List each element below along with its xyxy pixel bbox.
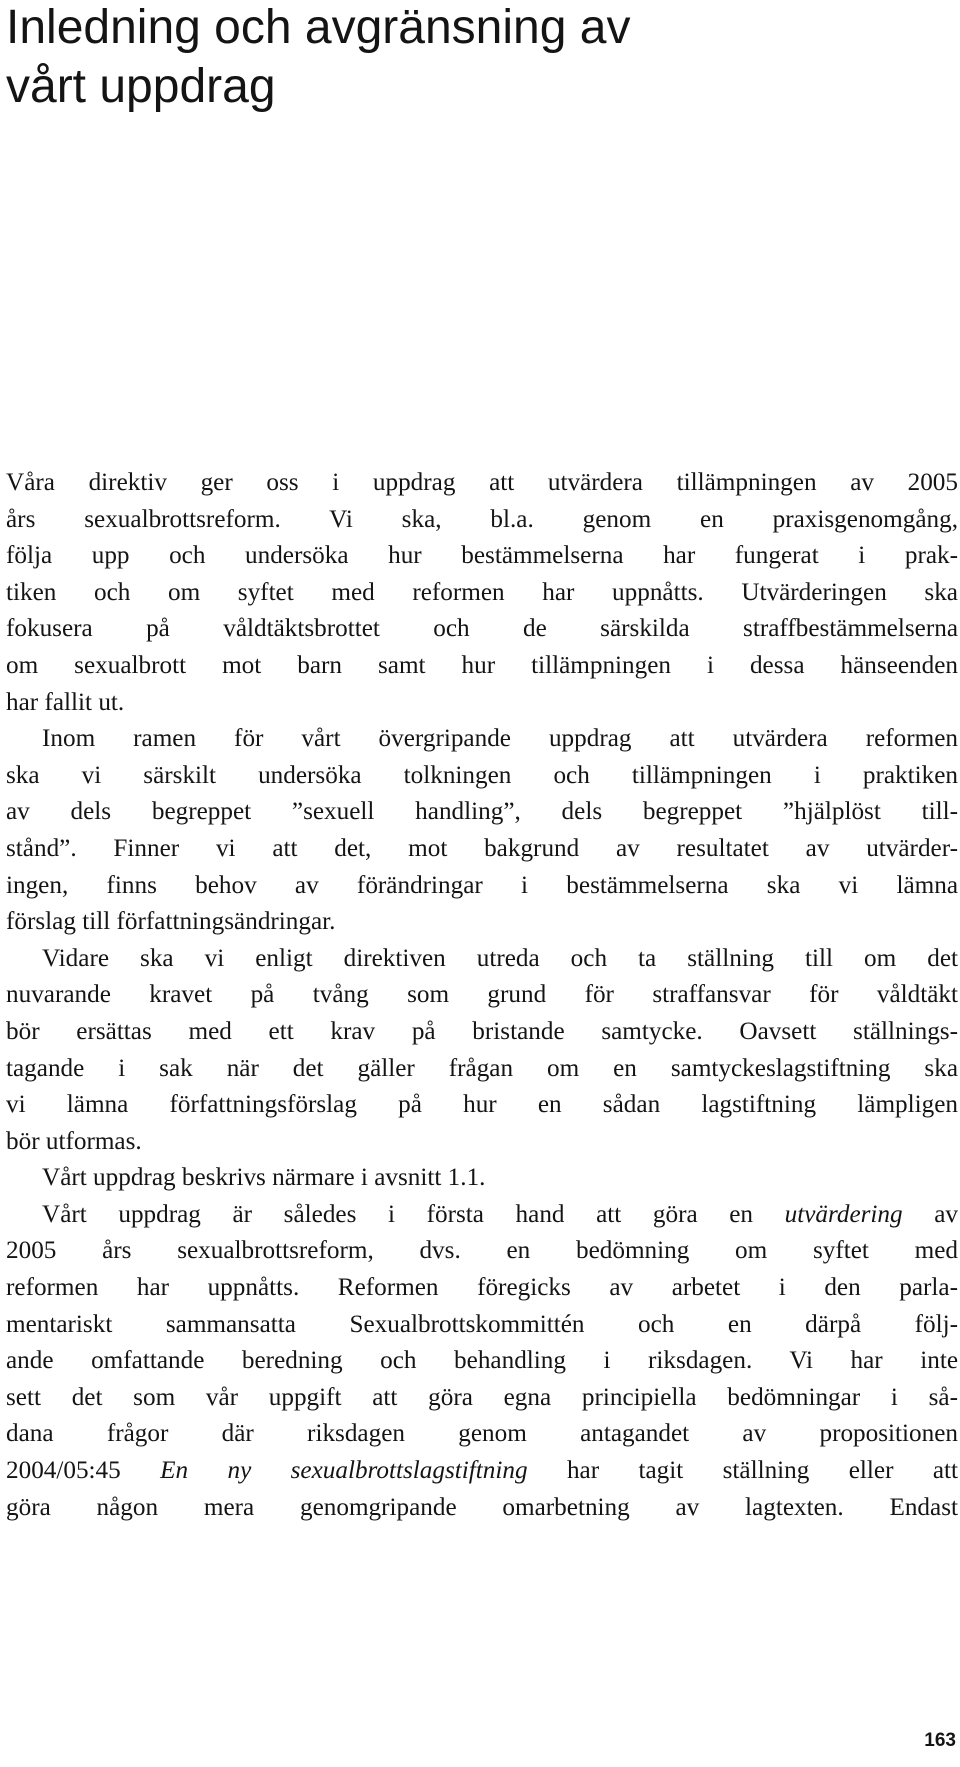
text-line: Vidare ska vi enligt direktiven utreda och ta ställning till om det	[42, 944, 958, 972]
text-line: Vårt uppdrag beskrivs närmare i avsnitt 1.1.	[42, 1164, 486, 1192]
text-line: 2005 års sexualbrottsreform, dvs. en bedömning om syftet med	[6, 1237, 958, 1265]
text-line: av dels begreppet ”sexuell handling”, dels begreppet ”hjälplöst till-	[6, 798, 958, 826]
text-line: Inom ramen för vårt övergripande uppdrag att utvärdera reformen	[42, 725, 958, 753]
text-line: stånd”. Finner vi att det, mot bakgrund av resultatet av utvärder-	[6, 834, 958, 862]
text-line: reformen har uppnåtts. Reformen föregicks av arbetet i den parla-	[6, 1274, 958, 1302]
text-line: nuvarande kravet på tvång som grund för straffansvar för våldtäkt	[6, 981, 958, 1009]
text-line: ska vi särskilt undersöka tolkningen och tillämpningen i praktiken	[6, 761, 958, 789]
italic-title: En ny sexualbrottslagstiftning	[160, 1457, 528, 1485]
text-line: bör utformas.	[6, 1127, 142, 1155]
text-line: ande omfattande beredning och behandling i riksdagen. Vi har inte	[6, 1347, 958, 1375]
italic-title: utvärdering	[784, 1200, 903, 1228]
text-line: fokusera på våldtäktsbrottet och de särskilda straffbestämmelserna	[6, 615, 958, 643]
text-line: sett det som vår uppgift att göra egna principiella bedömningar i så-	[6, 1383, 958, 1411]
body-text	[6, 465, 958, 1526]
text-line: om sexualbrott mot barn samt hur tillämpningen i dessa hänseenden	[6, 651, 958, 679]
page-title-line: vårt uppdrag	[6, 60, 276, 113]
page-title-line: Inledning och avgränsning av	[6, 1, 631, 54]
text-line: tiken och om syftet med reformen har uppnåtts. Utvärderingen ska	[6, 578, 958, 606]
page-number: 163	[924, 1730, 956, 1751]
text-line: mentariskt sammansatta Sexualbrottskommittén och en därpå följ-	[6, 1310, 958, 1338]
text-line: har fallit ut.	[6, 688, 125, 716]
text-line: bör ersättas med ett krav på bristande samtycke. Oavsett ställnings-	[6, 1017, 958, 1045]
text-line: 2004/05:45 En ny sexualbrottslagstiftning har tagit ställning eller att	[6, 1457, 959, 1485]
text-line: Våra direktiv ger oss i uppdrag att utvärdera tillämpningen av 2005	[6, 469, 958, 496]
text-line: förslag till författningsändringar.	[6, 908, 336, 936]
text-line: ingen, finns behov av förändringar i bestämmelserna ska vi lämna	[6, 871, 958, 899]
text-line: följa upp och undersöka hur bestämmelserna har fungerat i prak-	[6, 542, 958, 570]
text-line: års sexualbrottsreform. Vi ska, bl.a. genom en praxisgenomgång,	[6, 505, 958, 533]
text-line: göra någon mera genomgripande omarbetning av lagtexten. Endast	[6, 1493, 958, 1521]
text-line: tagande i sak när det gäller frågan om en samtyckeslagstiftning ska	[6, 1054, 958, 1082]
text-line: Vårt uppdrag är således i första hand att göra en utvärdering av	[42, 1200, 958, 1228]
text-line: dana frågor där riksdagen genom antagandet av propositionen	[6, 1420, 958, 1448]
text-line: vi lämna författningsförslag på hur en sådan lagstiftning lämpligen	[6, 1091, 958, 1119]
page-title	[6, 0, 946, 116]
